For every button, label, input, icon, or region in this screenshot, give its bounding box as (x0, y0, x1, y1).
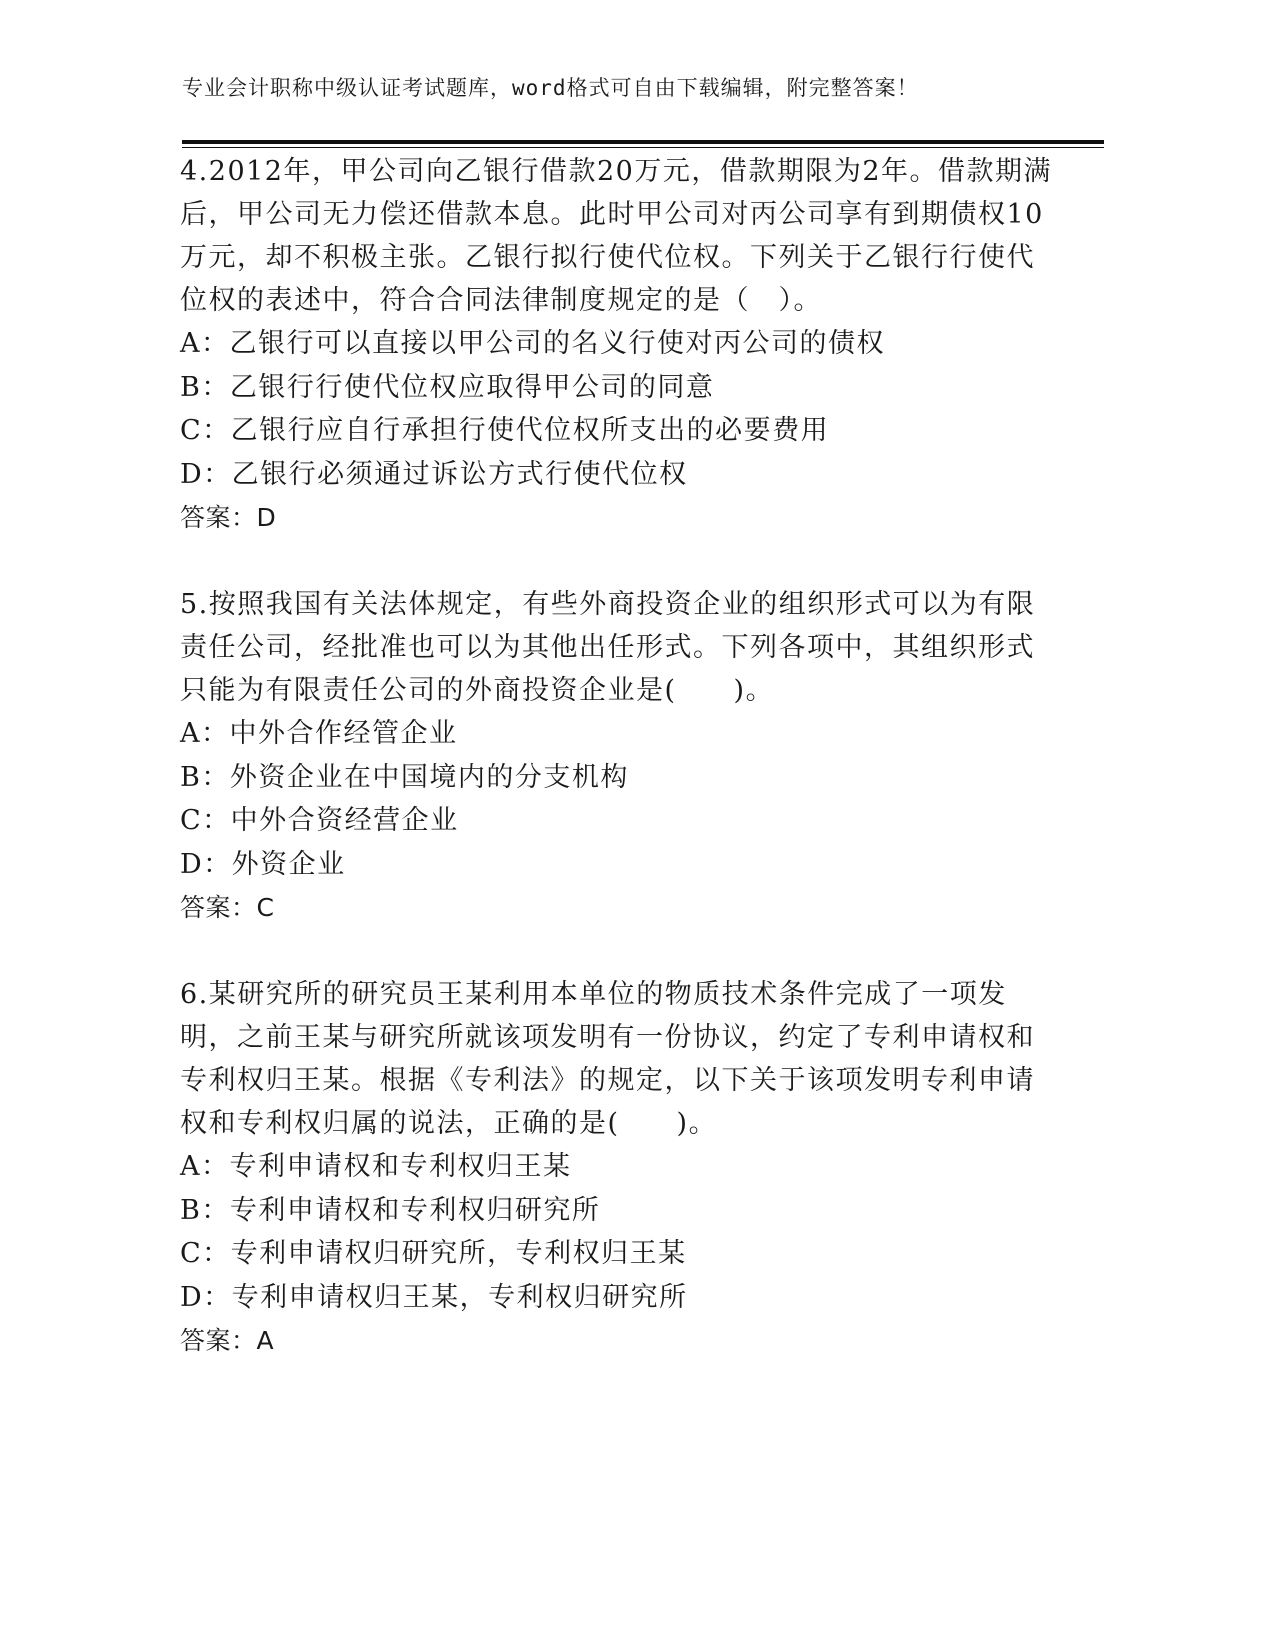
answer: 答案：D (180, 503, 277, 532)
option-c: C：中外合资经营企业 (180, 805, 459, 836)
question-stem: 5.按照我国有关法体规定，有些外商投资企业的组织形式可以为有限责任公司，经批准也可以为其他出任形式。下列各项中，其组织形式只能为有限责任公司的外商投资企业是( )。 (180, 589, 1036, 706)
header-rule-thick (182, 140, 1104, 144)
option-c: C：乙银行应自行承担行使代位权所支出的必要费用 (180, 415, 830, 446)
option-b: B：乙银行行使代位权应取得甲公司的同意 (180, 371, 715, 403)
question-stem: 4.2012年，甲公司向乙银行借款20万元，借款期限为2年。借款期满后，甲公司无力偿还借款本息。此时甲公司对丙公司享有到期债权10万元，却不积极主张。乙银行拟行使代位权。下列关于乙银行行使代位权的表述中，符合合同法律制度规定的是（ ）。 (180, 156, 1053, 316)
option-d: D：外资企业 (180, 848, 346, 880)
option-a: A：中外合作经管企业 (180, 718, 458, 749)
question-4 (180, 150, 1060, 540)
option-a: A：专利申请权和专利权归王某 (180, 1151, 572, 1182)
option-d: D：专利申请权归王某，专利权归研究所 (180, 1281, 688, 1313)
question-stem: 6.某研究所的研究员王某利用本单位的物质技术条件完成了一项发明，之前王某与研究所就该项发明有一份协议，约定了专利申请权和专利权归王某。根据《专利法》的规定，以下关于该项发明专利申请权和专利权归属的说法，正确的是( )。 (180, 979, 1035, 1139)
question-spacer (180, 930, 1060, 973)
question-spacer (180, 540, 1060, 583)
question-6 (180, 973, 1060, 1363)
option-d: D：乙银行必须通过诉讼方式行使代位权 (180, 458, 688, 490)
option-a: A：乙银行可以直接以甲公司的名义行使对丙公司的债权 (180, 328, 885, 359)
question-list (180, 150, 1060, 1363)
option-b: B：外资企业在中国境内的分支机构 (180, 761, 629, 793)
option-b: B：专利申请权和专利权归研究所 (180, 1194, 601, 1226)
answer: 答案：C (180, 893, 275, 922)
page-header: 专业会计职称中级认证考试题库，word格式可自由下载编辑，附完整答案！ (182, 76, 919, 100)
answer: 答案：A (180, 1326, 275, 1355)
header-rule-thin (182, 147, 1104, 148)
question-5 (180, 583, 1060, 930)
option-c: C：专利申请权归研究所，专利权归王某 (180, 1238, 687, 1269)
